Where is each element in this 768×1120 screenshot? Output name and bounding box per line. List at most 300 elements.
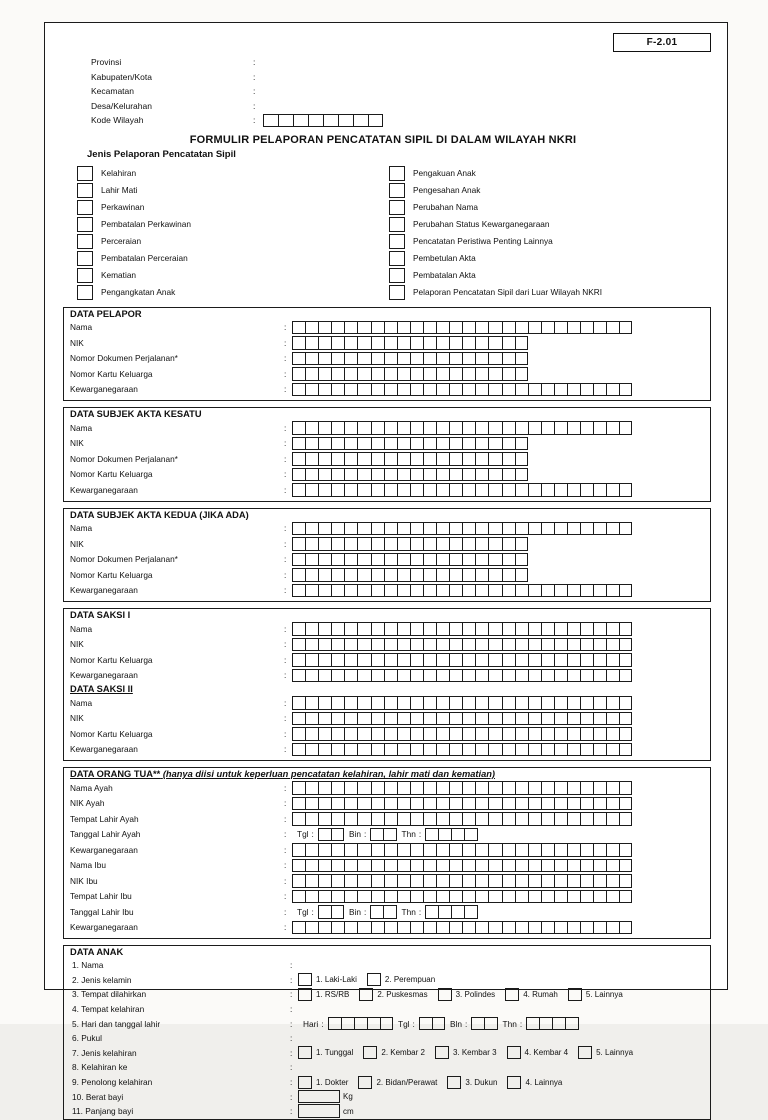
input-cell[interactable] — [475, 812, 488, 826]
report-type-left-3[interactable] — [63, 216, 387, 233]
input-cell[interactable] — [423, 921, 436, 935]
input-cell[interactable] — [580, 383, 593, 397]
input-cell[interactable] — [554, 638, 567, 652]
input-cell[interactable] — [357, 843, 370, 857]
input-cell[interactable] — [357, 712, 370, 726]
input-cell[interactable] — [423, 537, 436, 551]
input-cell[interactable] — [580, 712, 593, 726]
input-cell[interactable] — [449, 781, 462, 795]
input-cell[interactable] — [502, 367, 515, 381]
input-cell[interactable] — [541, 653, 554, 667]
checkbox[interactable] — [578, 1046, 592, 1059]
input-cell[interactable] — [606, 653, 619, 667]
input-cell[interactable] — [515, 568, 528, 582]
input-cell[interactable] — [593, 421, 606, 435]
input-cell[interactable] — [410, 712, 423, 726]
input-cell[interactable] — [593, 696, 606, 710]
input-cell[interactable] — [318, 452, 331, 466]
input-cell[interactable] — [410, 468, 423, 482]
input-cell[interactable] — [410, 890, 423, 904]
input-cell[interactable] — [410, 553, 423, 567]
input-cell[interactable] — [567, 743, 580, 757]
input-cell[interactable] — [371, 622, 384, 636]
input-cell[interactable] — [488, 727, 501, 741]
input-cell[interactable] — [462, 843, 475, 857]
input-cell-grid[interactable] — [292, 874, 632, 888]
input-cell[interactable] — [438, 905, 451, 919]
input-cell[interactable] — [515, 321, 528, 335]
input-cell[interactable] — [436, 321, 449, 335]
input-cell[interactable] — [593, 483, 606, 497]
input-cell[interactable] — [410, 843, 423, 857]
input-cell[interactable] — [462, 367, 475, 381]
input-cell-grid[interactable] — [292, 537, 528, 551]
input-cell[interactable] — [449, 483, 462, 497]
input-cell[interactable] — [449, 622, 462, 636]
input-cell[interactable] — [344, 669, 357, 683]
input-cell[interactable] — [436, 622, 449, 636]
input-cell[interactable] — [384, 421, 397, 435]
input-cell[interactable] — [410, 669, 423, 683]
input-cell[interactable] — [292, 812, 305, 826]
input-cell[interactable] — [488, 383, 501, 397]
input-cell[interactable] — [449, 727, 462, 741]
input-cell[interactable] — [488, 522, 501, 536]
report-type-right-4[interactable] — [387, 233, 711, 250]
input-cell[interactable] — [344, 352, 357, 366]
input-cell[interactable] — [344, 452, 357, 466]
input-cell[interactable] — [318, 727, 331, 741]
checkbox[interactable] — [363, 1046, 377, 1059]
input-cell[interactable] — [344, 421, 357, 435]
input-cell[interactable] — [397, 874, 410, 888]
checkbox[interactable] — [77, 234, 93, 249]
input-cell[interactable] — [593, 743, 606, 757]
input-cell[interactable] — [305, 712, 318, 726]
tgl-cells[interactable] — [318, 828, 344, 842]
input-cell[interactable] — [554, 653, 567, 667]
input-cell[interactable] — [488, 553, 501, 567]
input-cell[interactable] — [305, 568, 318, 582]
input-cell[interactable] — [383, 828, 396, 842]
input-cell[interactable] — [305, 483, 318, 497]
input-cell[interactable] — [449, 638, 462, 652]
checkbox[interactable] — [298, 973, 312, 986]
input-cell[interactable] — [606, 712, 619, 726]
input-cell[interactable] — [606, 921, 619, 935]
input-cell[interactable] — [541, 638, 554, 652]
input-cell[interactable] — [541, 874, 554, 888]
input-cell[interactable] — [344, 584, 357, 598]
input-cell[interactable] — [502, 321, 515, 335]
input-cell[interactable] — [515, 421, 528, 435]
input-cell[interactable] — [305, 522, 318, 536]
input-cell[interactable] — [488, 874, 501, 888]
input-cell[interactable] — [397, 812, 410, 826]
checkbox[interactable] — [507, 1046, 521, 1059]
input-cell[interactable] — [580, 843, 593, 857]
input-cell[interactable] — [331, 859, 344, 873]
input-cell[interactable] — [357, 874, 370, 888]
input-cell-grid[interactable] — [292, 336, 528, 350]
input-cell[interactable] — [292, 321, 305, 335]
input-cell[interactable] — [475, 553, 488, 567]
input-cell[interactable] — [462, 584, 475, 598]
input-cell[interactable] — [357, 669, 370, 683]
input-cell[interactable] — [357, 797, 370, 811]
input-cell[interactable] — [554, 859, 567, 873]
input-cell[interactable] — [502, 421, 515, 435]
input-cell[interactable] — [423, 669, 436, 683]
input-cell[interactable] — [292, 584, 305, 598]
input-cell[interactable] — [462, 638, 475, 652]
input-cell[interactable] — [488, 468, 501, 482]
input-cell[interactable] — [305, 321, 318, 335]
input-cell[interactable] — [384, 383, 397, 397]
input-cell[interactable] — [436, 859, 449, 873]
report-type-right-2[interactable] — [387, 199, 711, 216]
input-cell[interactable] — [344, 367, 357, 381]
input-cell[interactable] — [554, 522, 567, 536]
input-cell[interactable] — [318, 921, 331, 935]
input-cell[interactable] — [619, 812, 632, 826]
input-cell[interactable] — [318, 905, 331, 919]
input-cell[interactable] — [593, 781, 606, 795]
input-cell[interactable] — [305, 421, 318, 435]
input-cell[interactable] — [554, 797, 567, 811]
input-cell[interactable] — [502, 522, 515, 536]
input-cell[interactable] — [331, 622, 344, 636]
input-cell[interactable] — [292, 669, 305, 683]
input-cell[interactable] — [528, 843, 541, 857]
input-cell[interactable] — [292, 797, 305, 811]
input-cell[interactable] — [436, 468, 449, 482]
input-cell[interactable] — [292, 537, 305, 551]
input-cell[interactable] — [528, 522, 541, 536]
input-cell[interactable] — [318, 321, 331, 335]
input-cell[interactable] — [423, 336, 436, 350]
input-cell[interactable] — [606, 797, 619, 811]
input-cell[interactable] — [292, 712, 305, 726]
input-cell[interactable] — [423, 468, 436, 482]
input-cell[interactable] — [580, 812, 593, 826]
input-cell[interactable] — [331, 352, 344, 366]
input-cell[interactable] — [384, 874, 397, 888]
input-cell[interactable] — [606, 321, 619, 335]
input-cell[interactable] — [384, 921, 397, 935]
input-cell[interactable] — [475, 622, 488, 636]
input-cell[interactable] — [384, 797, 397, 811]
input-cell[interactable] — [475, 859, 488, 873]
input-cell[interactable] — [502, 812, 515, 826]
input-cell[interactable] — [331, 568, 344, 582]
checkbox[interactable] — [298, 1046, 312, 1059]
input-cell[interactable] — [318, 352, 331, 366]
input-cell[interactable] — [515, 638, 528, 652]
input-cell[interactable] — [475, 367, 488, 381]
input-cell[interactable] — [462, 859, 475, 873]
input-cell[interactable] — [331, 383, 344, 397]
input-cell[interactable] — [462, 321, 475, 335]
input-cell[interactable] — [515, 712, 528, 726]
input-cell[interactable] — [397, 537, 410, 551]
input-cell[interactable] — [436, 921, 449, 935]
input-cell[interactable] — [619, 921, 632, 935]
input-cell[interactable] — [554, 696, 567, 710]
input-cell[interactable] — [292, 843, 305, 857]
input-cell[interactable] — [357, 553, 370, 567]
input-cell[interactable] — [567, 696, 580, 710]
input-cell[interactable] — [528, 712, 541, 726]
input-cell[interactable] — [371, 452, 384, 466]
input-cell[interactable] — [305, 367, 318, 381]
input-cell[interactable] — [528, 622, 541, 636]
input-cell[interactable] — [305, 669, 318, 683]
input-cell[interactable] — [423, 584, 436, 598]
option-item[interactable] — [438, 988, 506, 1001]
input-cell[interactable] — [410, 383, 423, 397]
input-cell[interactable] — [502, 727, 515, 741]
option-item[interactable] — [363, 1046, 435, 1059]
input-cell[interactable] — [593, 653, 606, 667]
input-cell[interactable] — [293, 114, 308, 128]
input-cell[interactable] — [619, 696, 632, 710]
input-cell-grid[interactable] — [292, 622, 632, 636]
input-cell[interactable] — [554, 812, 567, 826]
input-cell[interactable] — [541, 843, 554, 857]
input-cell[interactable] — [567, 843, 580, 857]
input-cell[interactable] — [384, 696, 397, 710]
input-cell[interactable] — [462, 812, 475, 826]
input-cell[interactable] — [371, 653, 384, 667]
input-cell[interactable] — [515, 468, 528, 482]
input-cell[interactable] — [344, 537, 357, 551]
input-cell[interactable] — [305, 452, 318, 466]
input-cell[interactable] — [593, 727, 606, 741]
input-cell[interactable] — [619, 584, 632, 598]
input-cell[interactable] — [397, 452, 410, 466]
input-cell-grid[interactable] — [292, 452, 528, 466]
input-cell[interactable] — [331, 336, 344, 350]
input-cell[interactable] — [449, 712, 462, 726]
input-cell[interactable] — [580, 781, 593, 795]
input-cell[interactable] — [436, 437, 449, 451]
input-cell[interactable] — [515, 336, 528, 350]
input-cell[interactable] — [423, 843, 436, 857]
input-cell[interactable] — [371, 781, 384, 795]
input-cell[interactable] — [528, 743, 541, 757]
checkbox[interactable] — [77, 200, 93, 215]
input-cell[interactable] — [410, 653, 423, 667]
input-cell[interactable] — [475, 669, 488, 683]
input-cell[interactable] — [305, 653, 318, 667]
input-cell[interactable] — [554, 383, 567, 397]
input-cell[interactable] — [397, 522, 410, 536]
input-cell[interactable] — [318, 781, 331, 795]
input-cell[interactable] — [475, 421, 488, 435]
input-cell[interactable] — [528, 483, 541, 497]
option-item[interactable] — [568, 988, 633, 1001]
input-cell[interactable] — [410, 638, 423, 652]
input-cell[interactable] — [410, 483, 423, 497]
input-cell[interactable] — [318, 537, 331, 551]
input-cell[interactable] — [606, 890, 619, 904]
input-cell[interactable] — [475, 921, 488, 935]
input-cell[interactable] — [488, 568, 501, 582]
input-cell-grid[interactable] — [292, 743, 632, 757]
input-cell[interactable] — [619, 421, 632, 435]
input-cell-grid[interactable] — [292, 812, 632, 826]
input-cell[interactable] — [475, 797, 488, 811]
input-cell[interactable] — [515, 874, 528, 888]
input-cell[interactable] — [423, 622, 436, 636]
input-cell[interactable] — [410, 921, 423, 935]
option-item[interactable] — [447, 1076, 507, 1089]
input-cell[interactable] — [371, 553, 384, 567]
input-cell[interactable] — [488, 421, 501, 435]
input-cell[interactable] — [331, 743, 344, 757]
input-cell[interactable] — [397, 584, 410, 598]
input-cell[interactable] — [436, 352, 449, 366]
input-cell[interactable] — [436, 874, 449, 888]
input-cell[interactable] — [397, 437, 410, 451]
input-cell[interactable] — [305, 336, 318, 350]
input-cell[interactable] — [318, 336, 331, 350]
input-cell[interactable] — [449, 743, 462, 757]
input-cell[interactable] — [541, 421, 554, 435]
input-cell[interactable] — [331, 797, 344, 811]
input-cell[interactable] — [502, 584, 515, 598]
input-cell[interactable] — [423, 781, 436, 795]
checkbox[interactable] — [505, 988, 519, 1001]
input-cell[interactable] — [305, 622, 318, 636]
input-cell[interactable] — [357, 781, 370, 795]
input-cell[interactable] — [371, 421, 384, 435]
input-cell[interactable] — [318, 653, 331, 667]
input-cell[interactable] — [357, 522, 370, 536]
input-cell[interactable] — [371, 537, 384, 551]
input-cell[interactable] — [475, 352, 488, 366]
input-cell[interactable] — [384, 843, 397, 857]
input-cell[interactable] — [462, 743, 475, 757]
input-cell-grid[interactable] — [292, 553, 528, 567]
input-cell[interactable] — [462, 712, 475, 726]
input-cell[interactable] — [554, 421, 567, 435]
input-cell[interactable] — [344, 781, 357, 795]
input-cell[interactable] — [292, 890, 305, 904]
input-cell[interactable] — [344, 812, 357, 826]
input-cell-grid[interactable] — [292, 890, 632, 904]
input-cell[interactable] — [384, 669, 397, 683]
input-cell[interactable] — [580, 522, 593, 536]
input-cell[interactable] — [541, 712, 554, 726]
input-cell[interactable] — [593, 669, 606, 683]
input-cell[interactable] — [371, 859, 384, 873]
input-cell[interactable] — [292, 468, 305, 482]
input-cell[interactable] — [449, 874, 462, 888]
input-cell[interactable] — [436, 367, 449, 381]
input-cell[interactable] — [410, 743, 423, 757]
input-cell[interactable] — [554, 890, 567, 904]
input-cell[interactable] — [502, 568, 515, 582]
input-cell[interactable] — [344, 653, 357, 667]
input-cell[interactable] — [371, 743, 384, 757]
input-cell[interactable] — [344, 483, 357, 497]
input-cell-grid[interactable] — [292, 352, 528, 366]
input-cell[interactable] — [619, 483, 632, 497]
checkbox[interactable] — [77, 251, 93, 266]
input-cell[interactable] — [515, 797, 528, 811]
input-cell[interactable] — [331, 452, 344, 466]
input-cell[interactable] — [331, 843, 344, 857]
input-cell[interactable] — [318, 437, 331, 451]
input-cell-grid[interactable] — [292, 483, 632, 497]
input-cell[interactable] — [384, 483, 397, 497]
input-cell[interactable] — [619, 874, 632, 888]
input-cell[interactable] — [502, 437, 515, 451]
input-cell[interactable] — [515, 743, 528, 757]
input-cell[interactable] — [449, 421, 462, 435]
input-cell[interactable] — [425, 905, 438, 919]
input-cell[interactable] — [384, 727, 397, 741]
input-cell[interactable] — [619, 727, 632, 741]
input-cell-grid[interactable] — [292, 638, 632, 652]
input-cell[interactable] — [436, 421, 449, 435]
input-cell[interactable] — [331, 828, 344, 842]
input-cell[interactable] — [384, 537, 397, 551]
input-cell[interactable] — [397, 352, 410, 366]
input-cell[interactable] — [318, 828, 331, 842]
input-cell[interactable] — [371, 336, 384, 350]
value-box[interactable] — [298, 1104, 340, 1118]
input-cell[interactable] — [567, 638, 580, 652]
input-cell[interactable] — [436, 452, 449, 466]
input-cell[interactable] — [318, 421, 331, 435]
input-cell[interactable] — [475, 383, 488, 397]
input-cell[interactable] — [580, 890, 593, 904]
input-cell[interactable] — [488, 797, 501, 811]
input-cell[interactable] — [318, 843, 331, 857]
input-cell[interactable] — [462, 890, 475, 904]
input-cell[interactable] — [475, 890, 488, 904]
input-cell[interactable] — [580, 653, 593, 667]
input-cell[interactable] — [502, 383, 515, 397]
input-cell[interactable] — [593, 812, 606, 826]
input-cell[interactable] — [292, 727, 305, 741]
checkbox[interactable] — [389, 268, 405, 283]
input-cell[interactable] — [384, 452, 397, 466]
input-cell[interactable] — [371, 383, 384, 397]
input-cell[interactable] — [344, 638, 357, 652]
input-cell[interactable] — [502, 638, 515, 652]
input-cell[interactable] — [606, 669, 619, 683]
bln-cells[interactable] — [370, 828, 396, 842]
input-cell[interactable] — [371, 321, 384, 335]
input-cell[interactable] — [357, 921, 370, 935]
input-cell[interactable] — [554, 622, 567, 636]
input-cell[interactable] — [567, 874, 580, 888]
input-cell[interactable] — [331, 669, 344, 683]
input-cell[interactable] — [397, 797, 410, 811]
input-cell-grid[interactable] — [292, 781, 632, 795]
checkbox[interactable] — [298, 1076, 312, 1089]
input-cell[interactable] — [371, 797, 384, 811]
input-cell[interactable] — [397, 859, 410, 873]
input-cell[interactable] — [357, 812, 370, 826]
input-cell[interactable] — [384, 781, 397, 795]
input-cell[interactable] — [384, 568, 397, 582]
checkbox[interactable] — [447, 1076, 461, 1089]
